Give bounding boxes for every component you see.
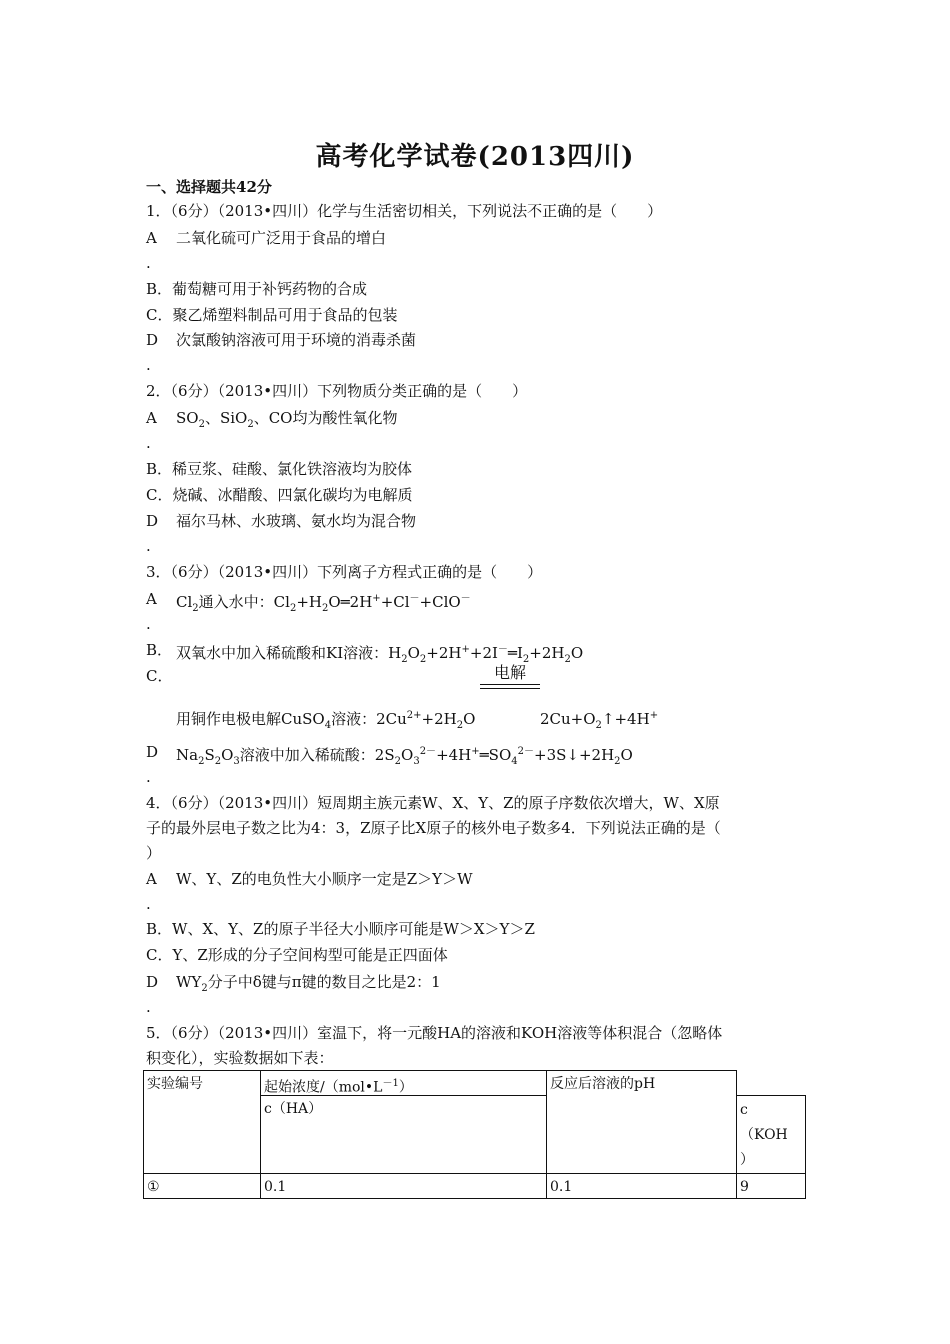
q3-b-label: B． xyxy=(146,641,173,659)
table-header-koh: c （KOH ） xyxy=(736,1095,806,1174)
q1-option-c: C．聚乙烯塑料制品可用于食品的包装 xyxy=(146,306,398,324)
q4-stem-line3: ） xyxy=(146,844,162,862)
q3-option-c: 用铜作电极电解CuSO$_4$溶液：$2Cu^{2+}+2H_2O$ xyxy=(176,710,476,731)
q3-a-label: A xyxy=(146,590,157,608)
q3-dot-d: . xyxy=(146,768,151,786)
q2-option-c: C．烧碱、冰醋酸、四氯化碳均为电解质 xyxy=(146,486,413,504)
q4-option-c: C．Y、Z形成的分子空间构型可能是正四面体 xyxy=(146,946,448,964)
q2-stem: 2．（6分）（2013•四川）下列物质分类正确的是（ ） xyxy=(146,382,528,400)
table-header-ph: 反应后溶液的pH xyxy=(546,1070,737,1174)
q3-option-b: 双氧水中加入稀硫酸和KI溶液：$H_2O_2+2H^++2I^-═I_2+2H_2O$ xyxy=(176,644,584,665)
q4-dot-a: . xyxy=(146,895,151,913)
q1-stem: 1．（6分）（2013•四川）化学与生活密切相关，下列说法不正确的是（ ） xyxy=(146,202,663,220)
q1-option-d: 次氯酸钠溶液可用于环境的消毒杀菌 xyxy=(176,331,417,349)
q3-c-label: C． xyxy=(146,667,173,685)
q4-stem-line1: 4．（6分）（2013•四川）短周期主族元素W、X、Y、Z的原子序数依次增大，W、X原 xyxy=(146,794,720,812)
table-row1-id: ① xyxy=(143,1173,261,1199)
table-row1-koh: 0.1 xyxy=(546,1173,737,1199)
q5-stem-line2: 积变化），实验数据如下表： xyxy=(146,1049,334,1067)
section-heading: 一、选择题共42分 xyxy=(146,178,272,196)
q2-dot-a: . xyxy=(146,434,151,452)
q2-option-d: 福尔马林、水玻璃、氨水均为混合物 xyxy=(176,512,417,530)
q1-option-a: 二氧化硫可广泛用于食品的增白 xyxy=(176,229,387,247)
table-row1-ph: 9 xyxy=(736,1173,806,1199)
q3-stem: 3．（6分）（2013•四川）下列离子方程式正确的是（ ） xyxy=(146,563,543,581)
table-header-conc: 起始浓度$/(mol•L^{-1})$ xyxy=(260,1070,547,1096)
q2-option-a: $SO_2$、SiO$_2$、CO均为酸性氧化物 xyxy=(176,409,398,430)
q1-a-label: A xyxy=(146,229,157,247)
q3-option-c-products: $2Cu+O_2↑+4H^+$ xyxy=(540,710,659,731)
q3-d-label: D xyxy=(146,743,159,761)
electrolysis-condition: 电解 xyxy=(493,663,526,682)
q2-d-label: D xyxy=(146,512,159,530)
table-header-id: 实验编号 xyxy=(143,1070,261,1174)
q5-stem-line1: 5．（6分）（2013•四川）室温下，将一元酸HA的溶液和KOH溶液等体积混合（忽略体 xyxy=(146,1024,723,1042)
q3-option-a: $Cl_2$通入水中：$Cl_2+H_2O═2H^++Cl^-+ClO^-$ xyxy=(176,593,471,614)
q4-option-b: B．W、X、Y、Z的原子半径大小顺序可能是W＞X＞Y＞Z xyxy=(146,920,535,938)
table-header-ha: c（HA） xyxy=(260,1095,547,1174)
q1-dot: . xyxy=(146,254,151,272)
q2-option-b: B．稀豆浆、硅酸、氯化铁溶液均为胶体 xyxy=(146,460,413,478)
q4-option-d: $WY_2$分子中δ键与π键的数目之比是2：1 xyxy=(176,973,441,994)
q4-stem-line2: 子的最外层电子数之比为4：3，Z原子比X原子的核外电子数多4．下列说法正确的是（ xyxy=(146,819,721,837)
q3-dot-a: . xyxy=(146,615,151,633)
table-row1-ha: 0.1 xyxy=(260,1173,547,1199)
q2-dot-d: . xyxy=(146,537,151,555)
equation-bar-top xyxy=(480,684,540,685)
q4-dot-d: . xyxy=(146,998,151,1016)
q3-option-d: $Na_2S_2O_3$溶液中加入稀硫酸：$2S_2O_3^{2-}+4H^+═SO_4^{2-}+3S↓+2H_2O$ xyxy=(176,746,633,767)
equation-bar-bottom xyxy=(480,688,540,689)
q2-a-label: A xyxy=(146,409,157,427)
q4-d-label: D xyxy=(146,973,159,991)
q1-dot-d: . xyxy=(146,356,151,374)
page-title: 高考化学试卷(2013四川) xyxy=(315,142,635,172)
q1-option-b: B．葡萄糖可用于补钙药物的合成 xyxy=(146,280,368,298)
q1-d-label: D xyxy=(146,331,159,349)
q4-option-a: W、Y、Z的电负性大小顺序一定是Z＞Y＞W xyxy=(176,870,473,888)
q4-a-label: A xyxy=(146,870,157,888)
